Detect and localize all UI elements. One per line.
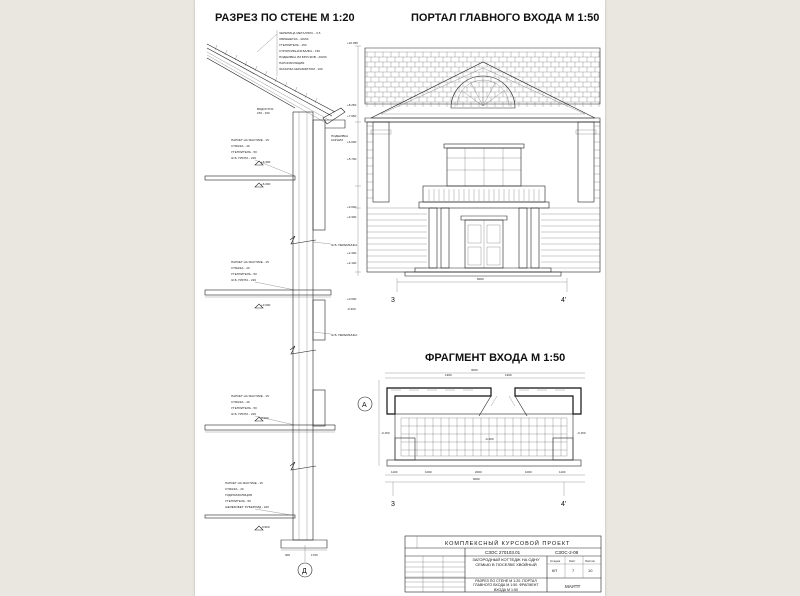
svg-text:УТЕПЛИТЕЛЬ - 50: УТЕПЛИТЕЛЬ - 50 (225, 499, 251, 503)
svg-text:СТЯЖКА - 40: СТЯЖКА - 40 (231, 144, 250, 148)
svg-text:УТЕПЛИТЕЛЬ - 50: УТЕПЛИТЕЛЬ - 50 (231, 272, 257, 276)
layer-notes (225, 138, 357, 509)
stage-value: КП (552, 568, 558, 573)
svg-text:+5.700: +5.700 (347, 157, 357, 161)
svg-text:0.000: 0.000 (261, 416, 269, 420)
svg-text:+2.400: +2.400 (347, 251, 357, 255)
fragment-axis-left: 3 (391, 501, 395, 508)
svg-text:КАРНИЗ: КАРНИЗ (331, 138, 343, 142)
svg-text:3000: 3000 (471, 368, 478, 372)
entry-platform (395, 414, 573, 460)
stage-label: Стадия (550, 559, 561, 563)
svg-text:1300: 1300 (445, 373, 452, 377)
svg-text:1000: 1000 (425, 470, 432, 474)
svg-text:ОБРЕШЕТКА - 40х50: ОБРЕШЕТКА - 40х50 (279, 37, 309, 41)
svg-text:+3.300: +3.300 (347, 215, 357, 219)
portal-axis-left: 3 (391, 297, 395, 304)
fragment-title: ФРАГМЕНТ ВХОДА М 1:50 (425, 352, 566, 364)
svg-text:6000: 6000 (477, 277, 484, 281)
svg-text:300: 300 (285, 553, 291, 557)
facade-wall (367, 122, 600, 272)
svg-text:ПОДШИВКА ИЗ БРУСКОВ - 40х50: ПОДШИВКА ИЗ БРУСКОВ - 40х50 (279, 55, 327, 59)
svg-text:-0.300: -0.300 (347, 307, 356, 311)
wall-section (205, 30, 372, 577)
svg-text:ВОДОСТОК: ВОДОСТОК (257, 107, 274, 111)
wall-column (290, 112, 345, 540)
architectural-drawing (195, 0, 605, 596)
entry-plan (379, 368, 586, 508)
svg-text:ПАРКЕТ НА МАСТИКЕ - 15: ПАРКЕТ НА МАСТИКЕ - 15 (231, 260, 269, 264)
svg-text:СТЯЖКА - 40: СТЯЖКА - 40 (231, 266, 250, 270)
svg-text:1100: 1100 (391, 470, 398, 474)
svg-text:-0.150: -0.150 (577, 431, 586, 435)
svg-text:+2.100: +2.100 (347, 261, 357, 265)
svg-text:СТЯЖКА - 40: СТЯЖКА - 40 (231, 400, 250, 404)
svg-text:ПОДШИВКА: ПОДШИВКА (331, 134, 349, 138)
drawing-sheet (195, 0, 605, 596)
sheet-value: 7 (572, 568, 575, 573)
svg-text:СТЯЖКА - 40: СТЯЖКА - 40 (225, 487, 244, 491)
svg-text:ПАРКЕТ НА МАСТИКЕ - 15: ПАРКЕТ НА МАСТИКЕ - 15 (225, 481, 263, 485)
svg-text:ПАРКЕТ НА МАСТИКЕ - 15: ПАРКЕТ НА МАСТИКЕ - 15 (231, 394, 269, 398)
fragment-axis-right: 4' (561, 501, 567, 508)
portal-title: ПОРТАЛ ГЛАВНОГО ВХОДА М 1:50 (411, 12, 600, 24)
svg-text:1000: 1000 (525, 470, 532, 474)
section-title: РАЗРЕЗ ПО СТЕНЕ М 1:20 (215, 12, 355, 24)
svg-text:2000: 2000 (475, 470, 482, 474)
svg-text:+8.250: +8.250 (347, 103, 357, 107)
title-block (405, 536, 601, 592)
doc-code-1: СЗОС 270103.01 (485, 550, 521, 555)
svg-text:ПАРОИЗОЛЯЦИЯ: ПАРОИЗОЛЯЦИЯ (279, 61, 305, 65)
svg-text:+10.050: +10.050 (347, 41, 358, 45)
svg-text:1100: 1100 (559, 470, 566, 474)
entry-steps (405, 272, 561, 276)
svg-text:УТЕПЛИТЕЛЬ - 150: УТЕПЛИТЕЛЬ - 150 (279, 43, 307, 47)
svg-text:Ж.Б. ПЕРЕМЫЧКА: Ж.Б. ПЕРЕМЫЧКА (331, 333, 358, 337)
svg-text:1300: 1300 (505, 373, 512, 377)
svg-text:+7.650: +7.650 (347, 114, 357, 118)
project-name: КОМПЛЕКСНЫЙ КУРСОВОЙ ПРОЕКТ (445, 541, 571, 547)
svg-text:1700: 1700 (311, 553, 318, 557)
axis-label-a: А (362, 402, 367, 409)
sheet-description: РАЗРЕЗ ПО СТЕНЕ М 1:20. ПОРТАЛ ГЛАВНОГО ВХОДА М 1:50. ФРАГМЕНТ ВХОДА М 1:50 (473, 579, 539, 592)
svg-text:Ж.Б. ПЕРЕМЫЧКА: Ж.Б. ПЕРЕМЫЧКА (331, 243, 358, 247)
svg-text:+3.000: +3.000 (261, 303, 271, 307)
roof-section (207, 30, 348, 142)
svg-text:ПАРКЕТ НА МАСТИКЕ - 15: ПАРКЕТ НА МАСТИКЕ - 15 (231, 138, 269, 142)
svg-text:СТРОПИЛЬНАЯ БАЛКА - 150: СТРОПИЛЬНАЯ БАЛКА - 150 (279, 49, 320, 53)
svg-text:-0.900: -0.900 (261, 525, 270, 529)
sheet-label: Лист (569, 559, 576, 563)
axis-label-d: Д (302, 568, 307, 575)
svg-text:+6.300: +6.300 (261, 160, 271, 164)
organization: МАУПТ (565, 584, 581, 589)
building-name: ЗАГОРОДНЫЙ КОТТЕДЖ НА ОДНУ СЕМЬЮ В ПОСЕЛКЕ ХВОЙНЫЙ (472, 557, 540, 567)
svg-text:150 - 150: 150 - 150 (257, 111, 270, 115)
svg-text:ГИДРОИЗОЛЯЦИЯ: ГИДРОИЗОЛЯЦИЯ (225, 493, 252, 497)
svg-text:УТЕПЛИТЕЛЬ - 50: УТЕПЛИТЕЛЬ - 50 (231, 406, 257, 410)
svg-text:ЗАСЫПКА КЕРАМЗИТОМ - 100: ЗАСЫПКА КЕРАМЗИТОМ - 100 (279, 67, 323, 71)
svg-text:-0.150: -0.150 (381, 431, 390, 435)
svg-text:+3.600: +3.600 (347, 205, 357, 209)
portal-elevation (347, 41, 600, 304)
level-marks (255, 103, 357, 530)
svg-text:Ж.Б. ПЛИТА - 220: Ж.Б. ПЛИТА - 220 (231, 278, 256, 282)
svg-text:+0.000: +0.000 (347, 297, 357, 301)
svg-text:-0.300: -0.300 (485, 437, 494, 441)
svg-text:Ж.Б. ПЛИТА - 220: Ж.Б. ПЛИТА - 220 (231, 412, 256, 416)
svg-text:ЧЕРЕПИЦА МЕТАЛЛИЧ. - 0,5: ЧЕРЕПИЦА МЕТАЛЛИЧ. - 0,5 (279, 31, 321, 35)
doc-code-2: СЗОС-2-08 (555, 550, 579, 555)
svg-text:УТЕПЛИТЕЛЬ - 50: УТЕПЛИТЕЛЬ - 50 (231, 150, 257, 154)
svg-text:+6.000: +6.000 (261, 182, 271, 186)
svg-text:+6.000: +6.000 (347, 140, 357, 144)
sheets-label: Листов (585, 559, 595, 563)
portal-axis-right: 4' (561, 297, 567, 304)
svg-text:6000: 6000 (473, 477, 480, 481)
sheets-value: 10 (588, 568, 593, 573)
svg-text:Ж.Б. ПЛИТА - 220: Ж.Б. ПЛИТА - 220 (231, 156, 256, 160)
svg-text:ЖЕЛЕЗОБЕТ. РУБЕРОИД - 220: ЖЕЛЕЗОБЕТ. РУБЕРОИД - 220 (225, 505, 269, 509)
